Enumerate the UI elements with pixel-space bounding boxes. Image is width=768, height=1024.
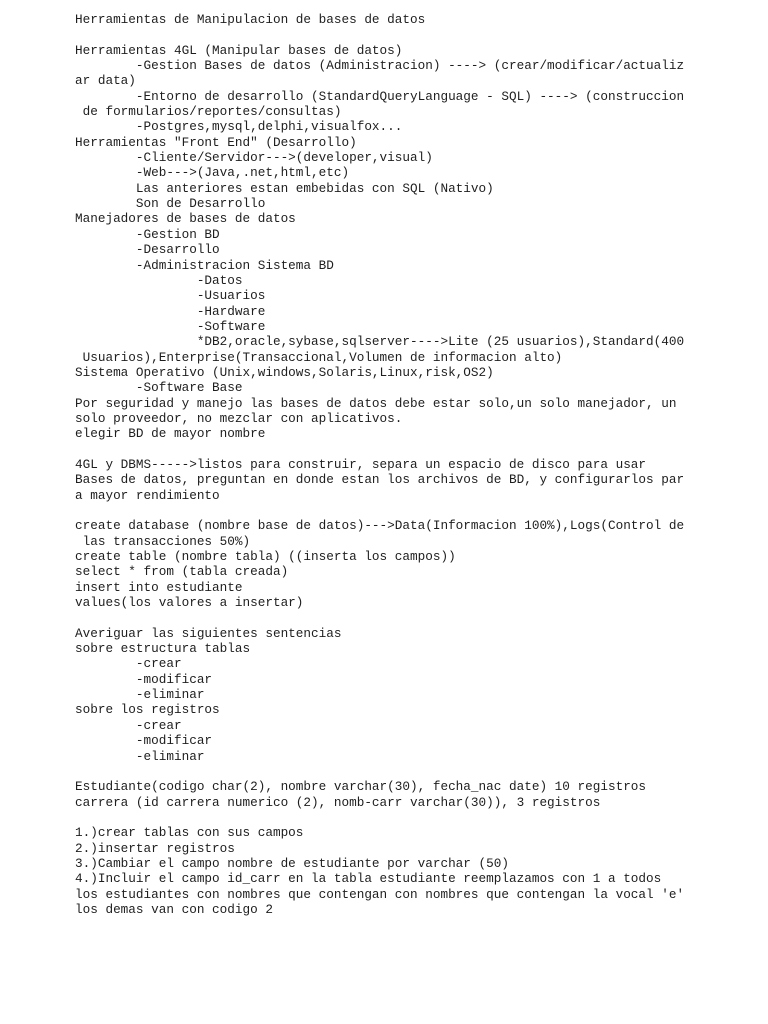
blank-line — [75, 27, 695, 42]
text-line: Usuarios),Enterprise(Transaccional,Volumen de informacion alto) — [75, 349, 563, 365]
text-line: -Desarrollo — [75, 242, 220, 258]
text-line: de formularios/reportes/consultas) — [75, 104, 342, 120]
text-line: *DB2,oracle,sybase,sqlserver---->Lite (25 usuarios),Standard(400 — [75, 334, 685, 350]
text-line: solo proveedor, no mezclar con aplicativos. — [75, 410, 403, 426]
code-line: select * from (tabla creada) — [75, 564, 289, 580]
blank-line — [75, 442, 695, 457]
text-line: Son de Desarrollo — [75, 196, 266, 212]
text-line: sobre estructura tablas — [75, 641, 251, 657]
text-line: -Hardware — [75, 303, 266, 319]
blank-line — [75, 810, 695, 825]
list-item: 3.)Cambiar el campo nombre de estudiante por varchar (50) — [75, 855, 509, 871]
text-line: 4GL y DBMS----->listos para construir, separa un espacio de disco para usar — [75, 456, 647, 472]
text-line: a mayor rendimiento — [75, 487, 220, 503]
text-line: -Usuarios — [75, 288, 266, 304]
text-line: Bases de datos, preguntan en donde estan los archivos de BD, y configurarlos par — [75, 472, 685, 488]
document-title: Herramientas de Manipulacion de bases de datos — [75, 12, 426, 27]
text-line: -eliminar — [75, 748, 205, 764]
text-line: -modificar — [75, 671, 213, 687]
blank-line — [75, 503, 695, 518]
text-line: elegir BD de mayor nombre — [75, 426, 266, 442]
text-line: Por seguridad y manejo las bases de datos debe estar solo,un solo manejador, un — [75, 395, 677, 411]
text-line: -Software Base — [75, 380, 243, 396]
list-item: 1.)crear tablas con sus campos — [75, 825, 304, 841]
text-line: Las anteriores estan embebidas con SQL (Nativo) — [75, 180, 494, 196]
section-heading: Herramientas "Front End" (Desarrollo) — [75, 134, 357, 150]
section-heading: Averiguar las siguientes sentencias — [75, 625, 342, 641]
text-line: -modificar — [75, 733, 213, 749]
text-line: -Software — [75, 318, 266, 334]
text-line: -Cliente/Servidor--->(developer,visual) — [75, 150, 433, 166]
text-line: los estudiantes con nombres que contengan con nombres que contengan la vocal 'e' — [75, 886, 685, 902]
text-line: Estudiante(codigo char(2), nombre varchar(30), fecha_nac date) 10 registros — [75, 779, 647, 795]
section-heading: Sistema Operativo (Unix,windows,Solaris,Linux,risk,OS2) — [75, 364, 494, 380]
text-line: -Web--->(Java,.net,html,etc) — [75, 165, 350, 181]
text-line: los demas van con codigo 2 — [75, 901, 273, 917]
text-line: -Gestion Bases de datos (Administracion) ----> (crear/modificar/actualiz — [75, 58, 685, 74]
blank-line — [75, 764, 695, 779]
text-line: -Entorno de desarrollo (StandardQueryLanguage - SQL) ----> (construccion — [75, 88, 685, 104]
text-line: -crear — [75, 717, 182, 733]
text-line: -crear — [75, 656, 182, 672]
code-line: create table (nombre tabla) ((inserta los campos)) — [75, 549, 456, 565]
list-item: 4.)Incluir el campo id_carr en la tabla estudiante reemplazamos con 1 a todos — [75, 871, 662, 887]
code-line: values(los valores a insertar) — [75, 595, 304, 611]
code-line: create database (nombre base de datos)--->Data(Informacion 100%),Logs(Control de — [75, 518, 685, 534]
text-line: carrera (id carrera numerico (2), nomb-carr varchar(30)), 3 registros — [75, 794, 601, 810]
text-line: -Administracion Sistema BD — [75, 257, 334, 273]
text-line: -Postgres,mysql,delphi,visualfox... — [75, 119, 403, 135]
list-item: 2.)insertar registros — [75, 840, 235, 856]
section-heading: Manejadores de bases de datos — [75, 211, 296, 227]
text-line: -Gestion BD — [75, 226, 220, 242]
document-page — [75, 12, 695, 917]
blank-line — [75, 610, 695, 625]
text-line: -eliminar — [75, 687, 205, 703]
text-line: -Datos — [75, 272, 243, 288]
text-line: ar data) — [75, 73, 136, 89]
code-line: insert into estudiante — [75, 579, 243, 595]
text-line: sobre los registros — [75, 702, 220, 718]
section-heading: Herramientas 4GL (Manipular bases de datos) — [75, 42, 403, 58]
code-line: las transacciones 50%) — [75, 533, 251, 549]
